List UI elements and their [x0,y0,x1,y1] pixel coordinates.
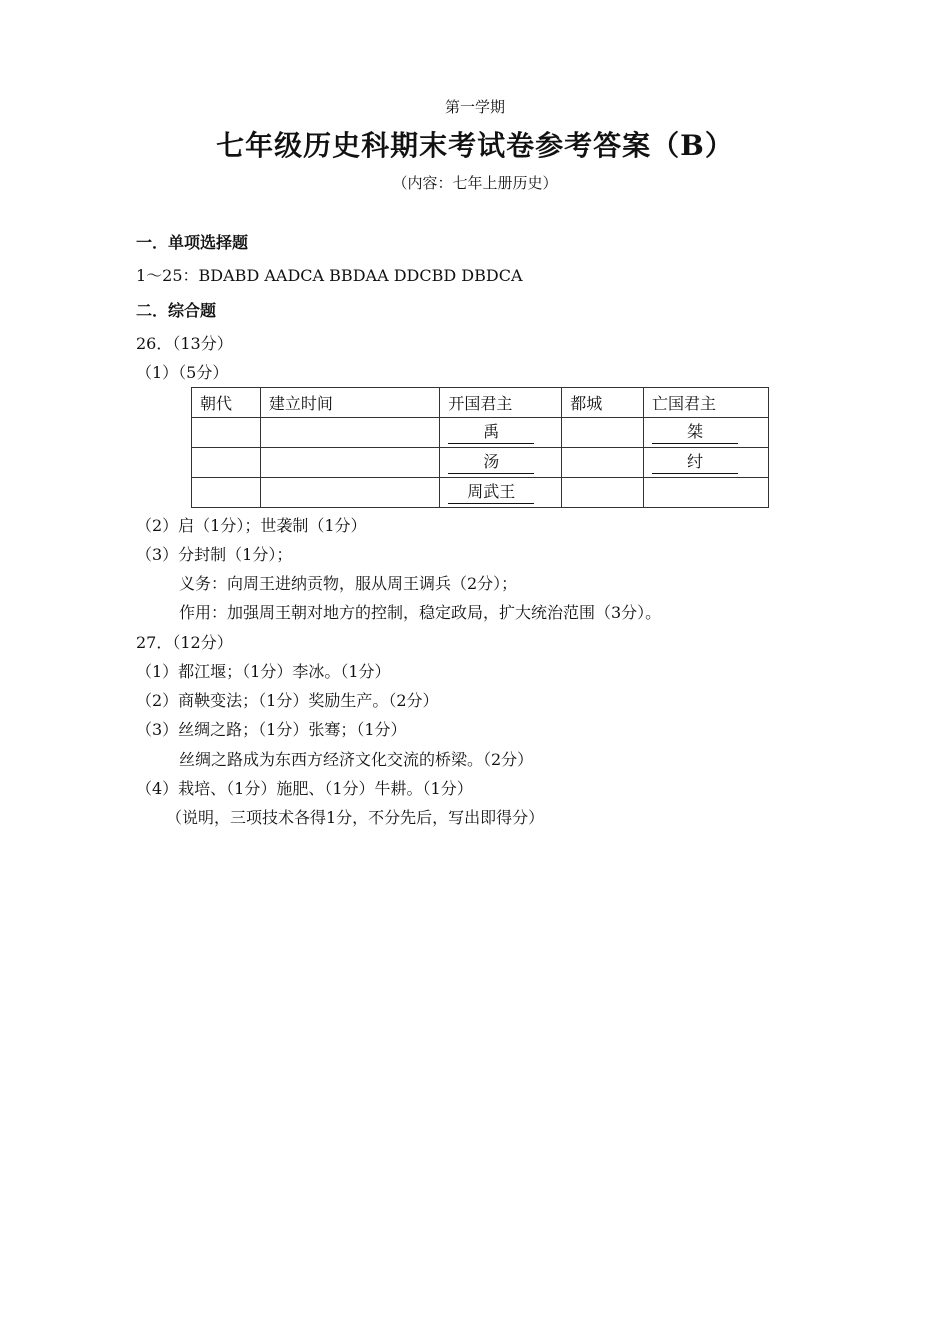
table-header-cell: 开国君主 [440,388,562,418]
table-row [192,478,769,508]
founder-answer: 周武王 [448,482,534,504]
q26-part3: （3）分封制（1分）； [136,545,293,564]
table-cell [192,418,261,448]
table-cell [644,448,769,478]
table-cell [562,478,644,508]
q26-label: 26．（13分） [136,334,233,353]
table-cell [192,478,261,508]
last-ruler-answer: 纣 [652,452,738,474]
table-cell [440,418,562,448]
q27-part3-note: 丝绸之路成为东西方经济文化交流的桥梁。（2分） [179,750,534,769]
table-cell [260,448,439,478]
page-subtitle: （内容：七年上册历史） [392,174,558,192]
table-header-cell: 朝代 [192,388,261,418]
table-cell [260,478,439,508]
section1-heading: 一．单项选择题 [136,233,249,252]
q27-part4: （4）栽培、（1分）施肥、（1分）牛耕。（1分） [136,779,473,798]
dynasty-table [191,387,769,508]
q27-part3: （3）丝绸之路；（1分）张骞；（1分） [136,720,407,739]
table-cell [644,418,769,448]
q27-part1: （1）都江堰；（1分）李冰。（1分） [136,662,391,681]
q27-label: 27．（12分） [136,633,233,652]
page-title: 七年级历史科期末考试卷参考答案（B） [216,129,734,162]
table-cell [644,478,769,508]
founder-answer: 汤 [448,452,534,474]
table-header-cell: 都城 [562,388,644,418]
q27-scoring-note: （说明，三项技术各得1分，不分先后，写出即得分） [166,808,545,827]
table-row [192,448,769,478]
choice-answers: 1～25：BDABD AADCA BBDAA DDCBD DBDCA [136,266,523,285]
section2-heading: 二．综合题 [136,301,217,320]
term-label: 第一学期 [444,98,505,116]
table-row [192,418,769,448]
founder-answer: 禹 [448,422,534,444]
table-cell [440,448,562,478]
table-cell [192,448,261,478]
table-header-cell: 亡国君主 [644,388,769,418]
table-cell [562,418,644,448]
last-ruler-answer: 桀 [652,422,738,444]
q26-part3-effect: 作用：加强周王朝对地方的控制，稳定政局，扩大统治范围（3分）。 [179,603,662,622]
q26-part2: （2）启（1分）；世袭制（1分） [136,516,367,535]
table-header-row [192,388,769,418]
q26-part1: （1）（5分） [136,363,229,382]
table-cell [562,448,644,478]
table-cell [440,478,562,508]
q27-part2: （2）商鞅变法；（1分）奖励生产。（2分） [136,691,439,710]
table-header-cell: 建立时间 [260,388,439,418]
table-cell [260,418,439,448]
q26-part3-duty: 义务：向周王进纳贡物，服从周王调兵（2分）； [179,574,518,593]
